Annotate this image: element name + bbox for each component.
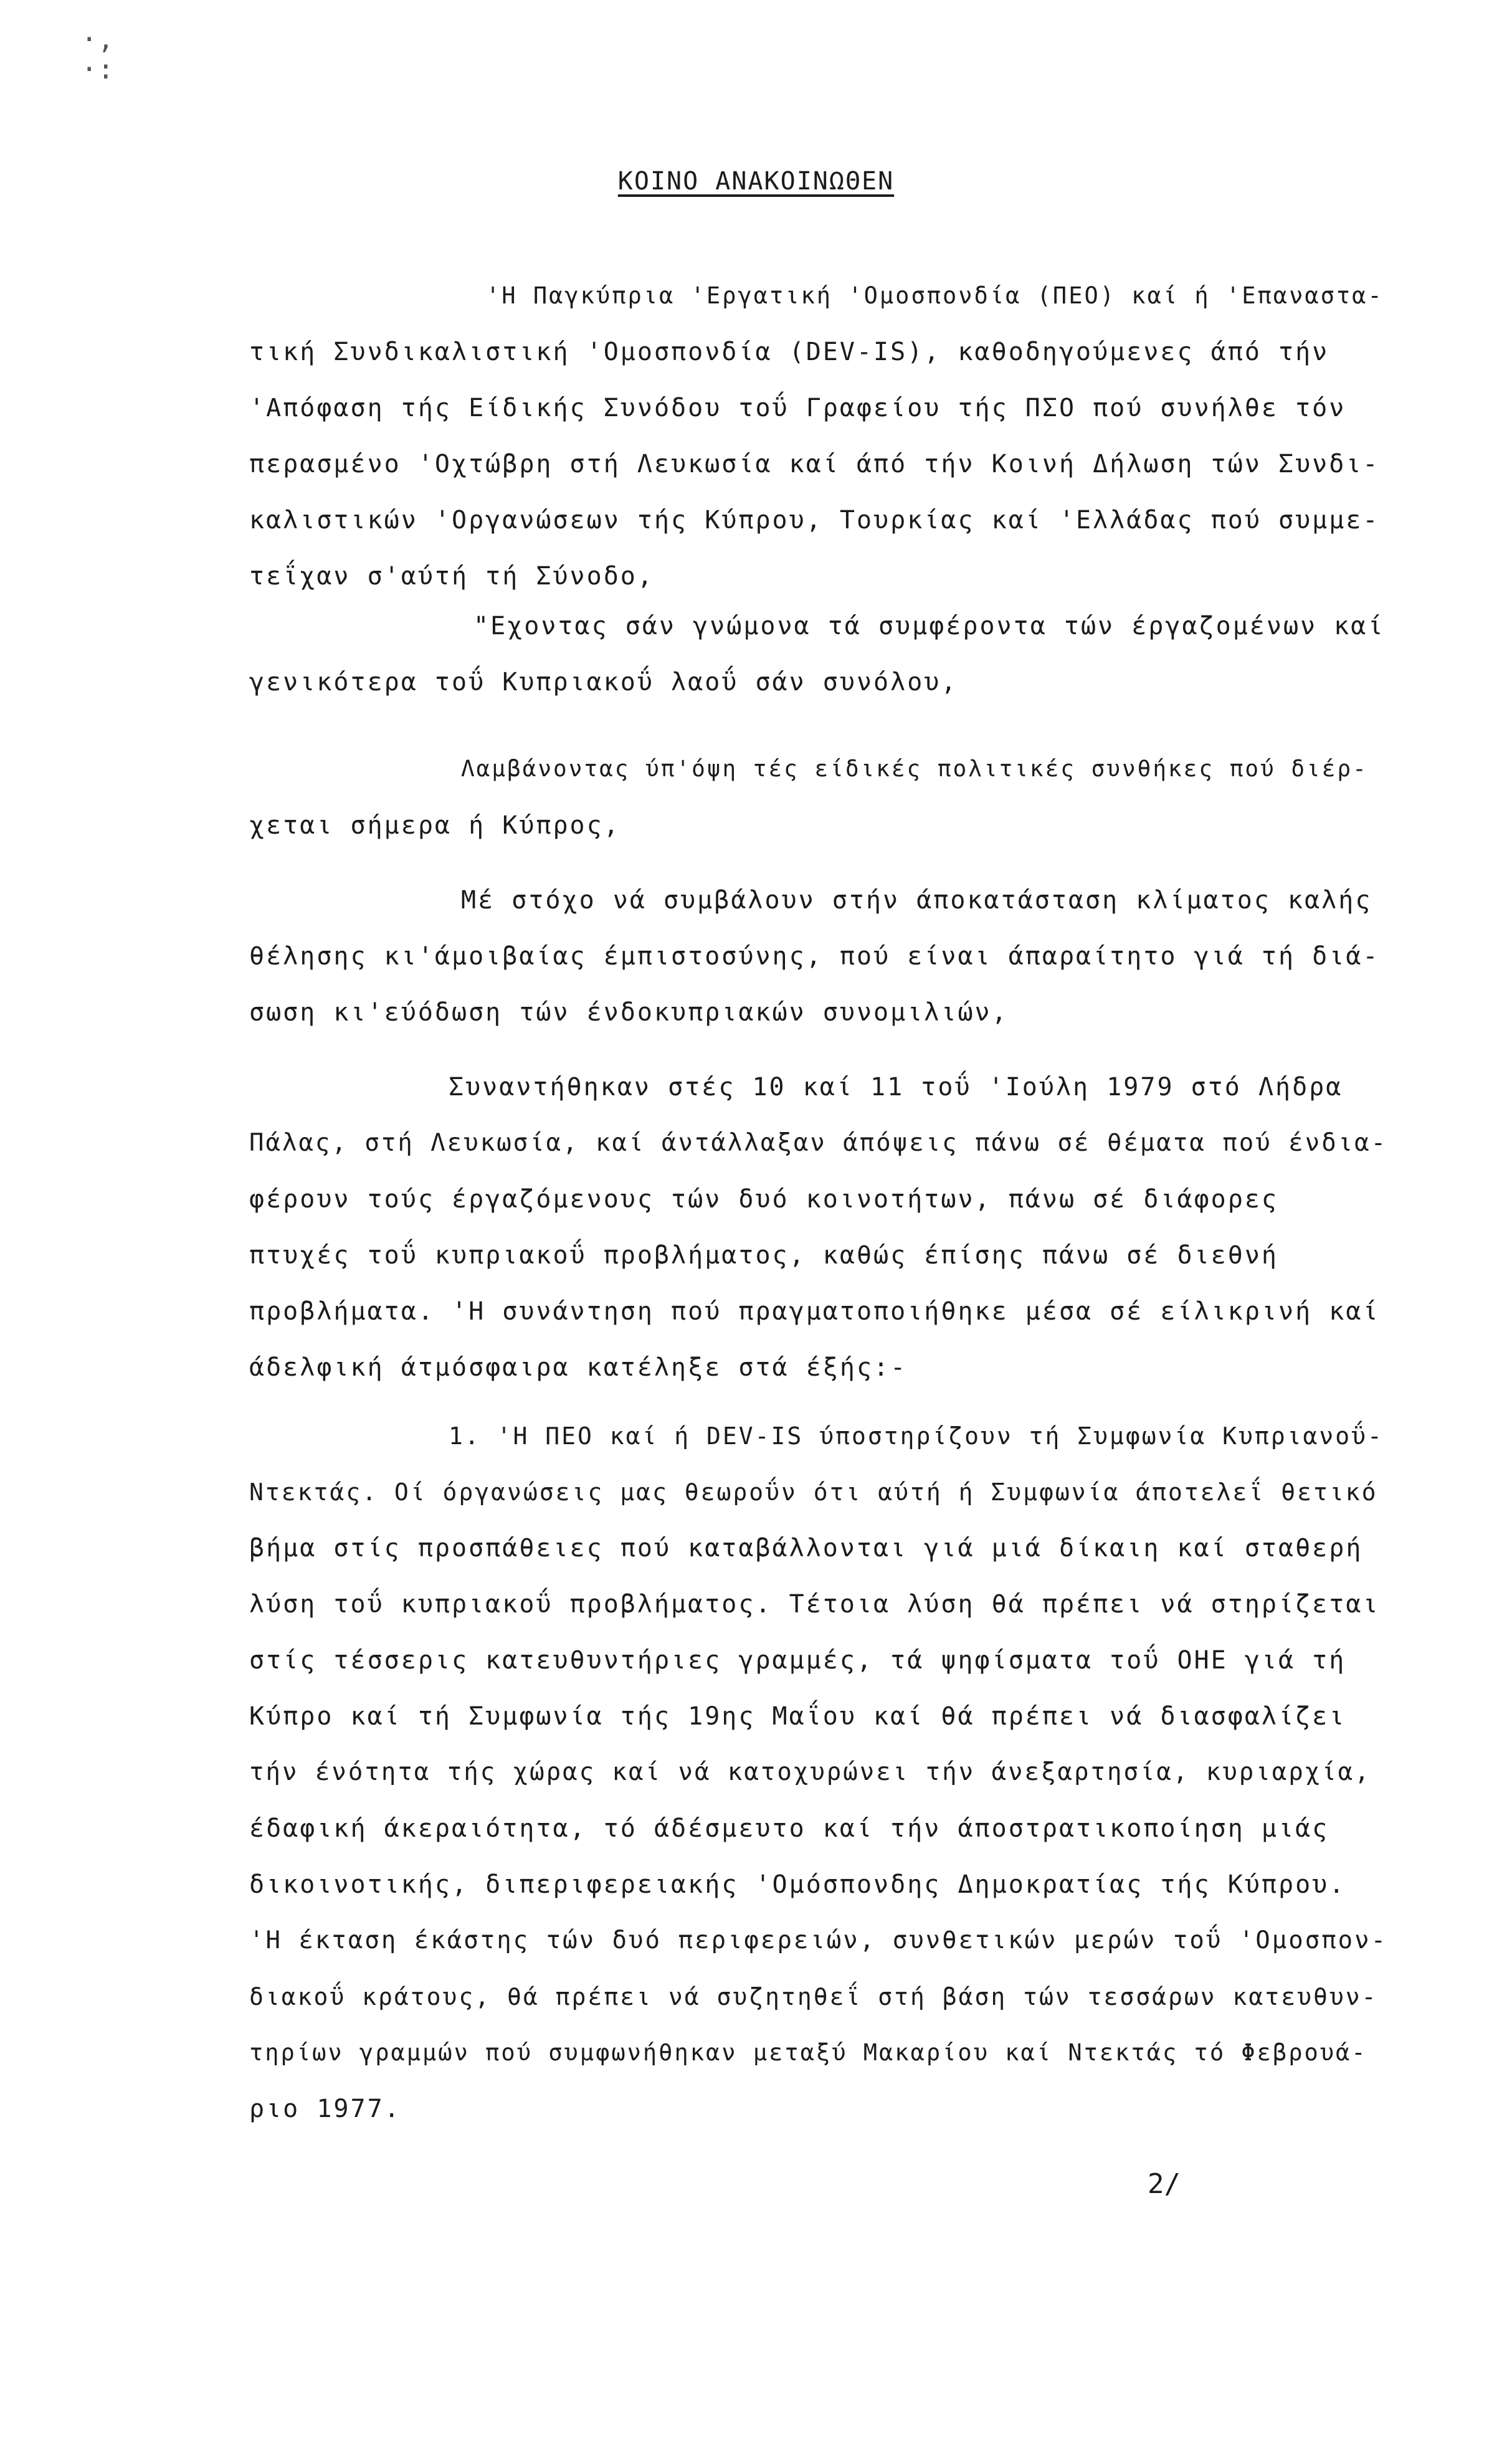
text-line: Συναντήθηκαν στές 10 καί 11 τοΰ 'Ιούλη 1979 στό Λήδρα xyxy=(449,1073,1343,1102)
text-line: 1. 'Η ΠΕΟ καί ή DEV-IS ύποστηρίζουν τή Συμφωνία Κυπριανοΰ- xyxy=(449,1422,1384,1450)
text-line: 'Η Παγκύπρια 'Εργατική 'Ομοσπονδία (ΠΕΟ) καί ή 'Επαναστα- xyxy=(486,282,1384,309)
text-line: περασμένο 'Οχτώβρη στή Λευκωσία καί άπό τήν Κοινή Δήλωση τών Συνδι- xyxy=(249,450,1380,478)
text-line: δικοινοτικής, διπεριφερειακής 'Ομόσπονδης Δημοκρατίας τής Κύπρου. xyxy=(249,1870,1346,1899)
text-line: τήν ένότητα τής χώρας καί νά κατοχυρώνει τήν άνεξαρτησία, κυριαρχία, xyxy=(249,1758,1371,1786)
text-line: 'Η έκταση έκάστης τών δυό περιφερειών, συνθετικών μερών τοΰ 'Ομοσπον- xyxy=(249,1926,1388,1954)
corner-mark: ·, xyxy=(81,24,114,55)
text-line: στίς τέσσερις κατευθυντήριες γραμμές, τά ψηφίσματα τοΰ ΟΗΕ γιά τή xyxy=(249,1646,1346,1675)
corner-mark: ·: xyxy=(81,54,114,85)
paragraph xyxy=(249,1059,1388,1396)
corner-marks xyxy=(81,25,114,85)
text-line: 'Απόφαση τής Είδικής Συνόδου τοΰ Γραφείου τής ΠΣΟ πού συνήλθε τόν xyxy=(249,394,1346,422)
text-line: βήμα στίς προσπάθειες πού καταβάλλονται γιά μιά δίκαιη καί σταθερή xyxy=(249,1534,1363,1563)
text-line: καλιστικών 'Οργανώσεων τής Κύπρου, Τουρκίας καί 'Ελλάδας πού συμμε- xyxy=(249,506,1380,535)
text-line: τική Συνδικαλιστική 'Ομοσπονδία (DEV-IS), καθοδηγούμενες άπό τήν xyxy=(249,338,1329,366)
page-number: 2/ xyxy=(1148,2168,1181,2200)
text-line: σωση κι'εύόδωση τών ένδοκυπριακών συνομιλιών, xyxy=(249,998,1009,1027)
paragraph xyxy=(249,872,1380,1040)
text-line: Λαμβάνοντας ύπ'όψη τές είδικές πολιτικές συνθήκες πού διέρ- xyxy=(461,756,1368,782)
text-line: άδελφική άτμόσφαιρα κατέληξε στά έξής:- xyxy=(249,1353,908,1382)
text-line: έδαφική άκεραιότητα, τό άδέσμευτο καί τήν άποστρατικοποίηση μιάς xyxy=(249,1814,1329,1843)
text-line: Πάλας, στή Λευκωσία, καί άντάλλαξαν άπόψεις πάνω σέ θέματα πού ένδια- xyxy=(249,1129,1388,1157)
text-line: Ντεκτάς. Οί όργανώσεις μας θεωροΰν ότι αύτή ή Συμφωνία άποτελεΐ θετικό xyxy=(249,1478,1378,1506)
text-line: ριο 1977. xyxy=(249,2095,401,2123)
text-line: τεΐχαν σ'αύτή τή Σύνοδο, xyxy=(249,562,654,591)
text-line: διακοΰ κράτους, θά πρέπει νά συζητηθεΐ στή βάση τών τεσσάρων κατευθυν- xyxy=(249,1983,1378,2010)
text-line: τηρίων γραμμών πού συμφωνήθηκαν μεταξύ Μακαρίου καί Ντεκτάς τό Φεβρουά- xyxy=(249,2039,1367,2066)
text-line: φέρουν τούς έργαζόμενους τών δυό κοινοτήτων, πάνω σέ διάφορες xyxy=(249,1185,1279,1214)
text-line: προβλήματα. 'Η συνάντηση πού πραγματοποιήθηκε μέσα σέ είλικρινή καί xyxy=(249,1297,1380,1326)
text-line: πτυχές τοΰ κυπριακοΰ προβλήματος, καθώς έπίσης πάνω σέ διεθνή xyxy=(249,1241,1279,1270)
title-text: ΚΟΙΝΟ ΑΝΑΚΟΙΝΩΘΕΝ xyxy=(617,167,895,196)
paragraph xyxy=(249,1408,1388,2137)
text-line: λύση τοΰ κυπριακοΰ προβλήματος. Τέτοια λύση θά πρέπει νά στηρίζεται xyxy=(249,1590,1380,1619)
text-line: "Εχοντας σάν γνώμονα τά συμφέροντα τών έργαζομένων καί xyxy=(473,612,1385,640)
text-line: γενικότερα τοΰ Κυπριακοΰ λαοΰ σάν συνόλου, xyxy=(249,668,958,697)
text-line: Μέ στόχο νά συμβάλουν στήν άποκατάσταση κλίματος καλής xyxy=(461,886,1372,915)
paragraph xyxy=(249,741,1377,854)
paragraph xyxy=(249,598,1385,710)
paragraph xyxy=(249,268,1384,604)
text-line: Κύπρο καί τή Συμφωνία τής 19ης Μαΐου καί θά πρέπει νά διασφαλίζει xyxy=(249,1702,1346,1731)
document-title xyxy=(0,167,1512,196)
text-line: χεται σήμερα ή Κύπρος, xyxy=(249,811,620,840)
text-line: θέλησης κι'άμοιβαίας έμπιστοσύνης, πού είναι άπαραίτητο γιά τή διά- xyxy=(249,942,1380,971)
